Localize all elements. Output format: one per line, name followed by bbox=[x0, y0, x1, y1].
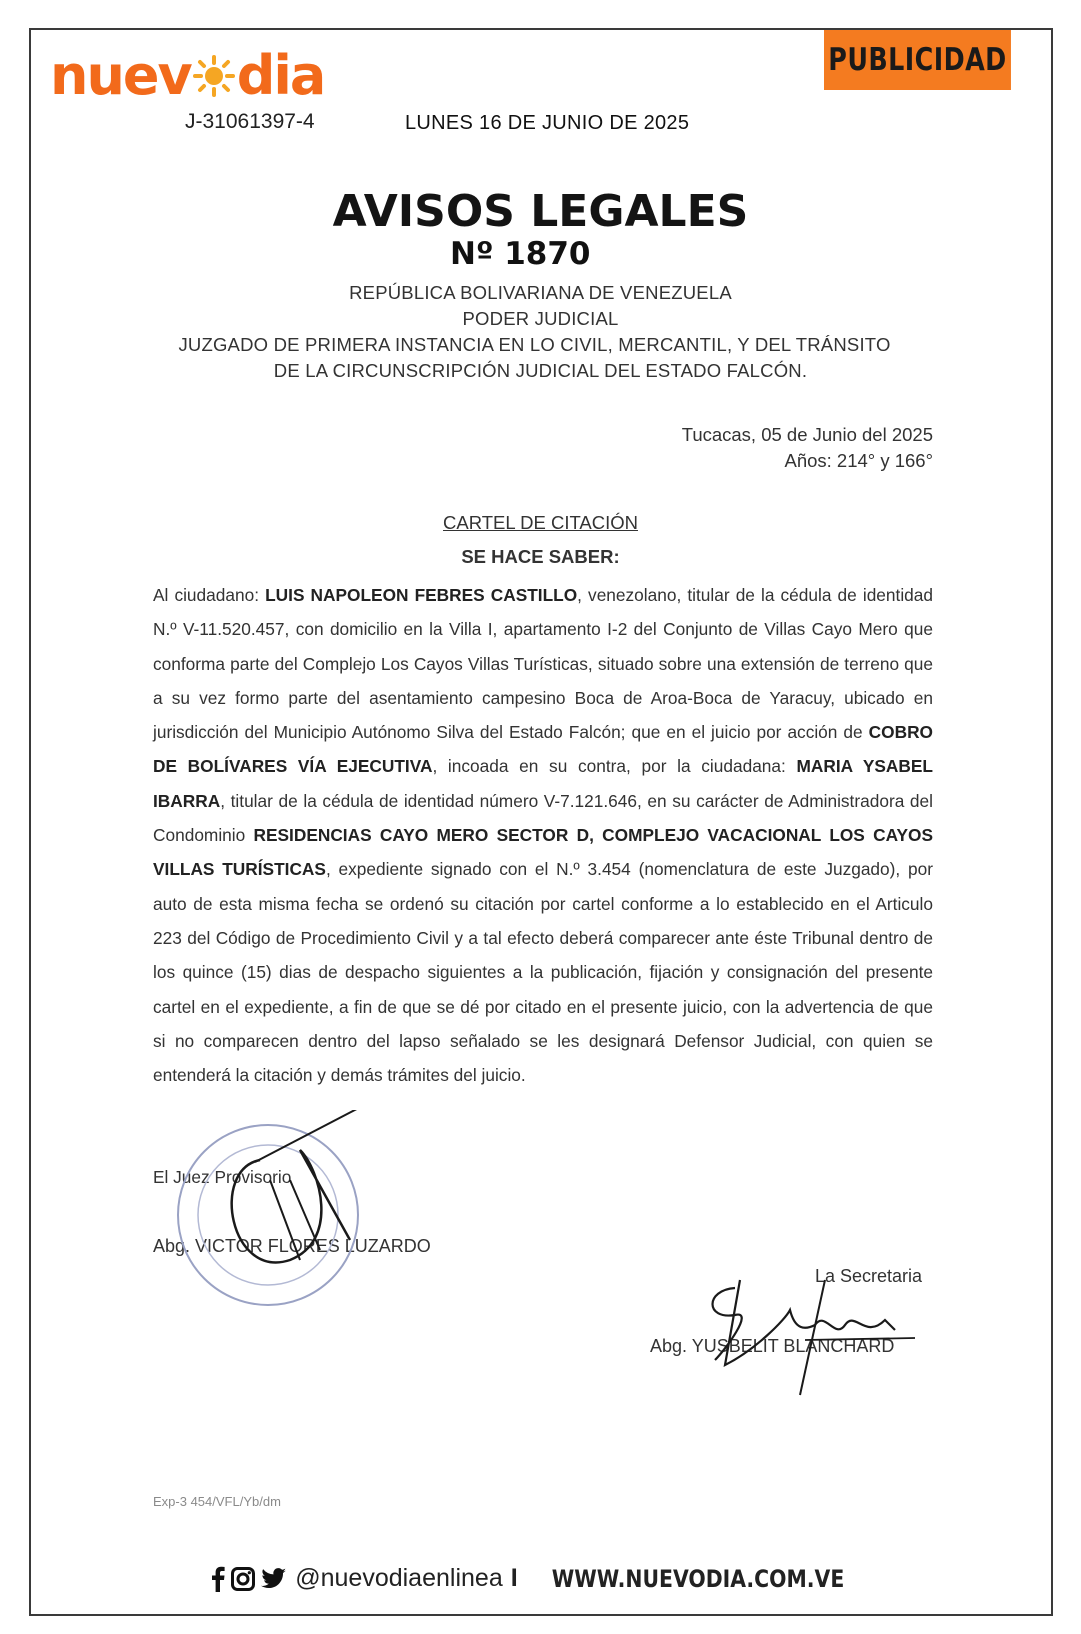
place-date: Tucacas, 05 de Junio del 2025 bbox=[681, 424, 933, 445]
logo-text-right: dia bbox=[236, 44, 325, 107]
nuevodia-logo bbox=[50, 46, 324, 106]
condominium-name: RESIDENCIAS CAYO MERO SECTOR D, COMPLEJO VACACIONAL LOS CAYOS VILLAS TURÍSTICAS bbox=[153, 825, 933, 880]
publication-date: LUNES 16 DE JUNIO DE 2025 bbox=[405, 112, 690, 134]
plaintiff-name: MARIA YSABEL IBARRA bbox=[153, 756, 933, 811]
rif-number: J-31061397-4 bbox=[185, 110, 315, 133]
header-line-3: JUZGADO DE PRIMERA INSTANCIA EN LO CIVIL, MERCANTIL, Y DEL TRÁNSITO bbox=[178, 334, 891, 355]
expediente-ref: Exp-3 454/VFL/Yb/dm bbox=[153, 1494, 281, 1509]
publicidad-badge: PUBLICIDAD bbox=[824, 30, 1011, 90]
twitter-icon[interactable] bbox=[261, 1568, 287, 1590]
social-icons bbox=[211, 1566, 287, 1592]
logo-text-left: nuev bbox=[50, 44, 191, 107]
footer-separator: I bbox=[510, 1564, 518, 1592]
header-line-2: PODER JUDICIAL bbox=[462, 308, 619, 329]
notice-body: Al ciudadano: LUIS NAPOLEON FEBRES CASTILLO, venezolano, titular de la cédula de identidad N.º V-11.520.457, con domicilio en la Villa I, apartamento I-2 del Conjunto de Villas Cayo Mero que conforma parte del Complejo Los Cayos Villas Turísticas, situado sobre una extensión de terreno que a su vez formo parte del asentamiento campesino Boca de Aroa-Boca de Yaracuy, ubicado en jurisdicción del Municipio Autónomo Silva del Estado Falcón; que en el juicio por acción de COBRO DE BOLÍVARES VÍA EJECUTIVA, incoada en su contra, por la ciudadana: MARIA YSABEL IBARRA, titular de la cédula de identidad número V-7.121.646, en su carácter de Administradora del Condominio RESIDENCIAS CAYO MERO SECTOR D, COMPLEJO VACACIONAL LOS CAYOS VILLAS TURÍSTICAS, expediente signado con el N.º 3.454 (nomenclatura de este Juzgado), por auto de esta misma fecha se ordenó su citación por cartel conforme a lo establecido en el Articulo 223 del Código de Procedimiento Civil y a tal efecto deberá comparecer ante éste Tribunal dentro de los quince (15) dias de despacho siguientes a la publicación, fijación y consignación del presente cartel en el expediente, a fin de que se dé por citado en el presente juicio, con la advertencia de que si no comparecen dentro del lapso señalado se les designará Defensor Judicial, con quien se entenderá la citación y demás trámites del juicio. bbox=[153, 585, 933, 1086]
years-line: Años: 214° y 166° bbox=[784, 450, 933, 471]
instagram-icon[interactable] bbox=[231, 1567, 255, 1591]
social-handle[interactable]: @nuevodiaenlinea bbox=[295, 1564, 503, 1592]
secretary-name: Abg. YUSBELIT BLANCHARD bbox=[650, 1336, 895, 1356]
header-line-1: REPÚBLICA BOLIVARIANA DE VENEZUELA bbox=[349, 282, 732, 303]
secretary-label: La Secretaria bbox=[815, 1266, 923, 1286]
footer bbox=[0, 1564, 1081, 1593]
notice-number: Nº 1870 bbox=[450, 236, 591, 272]
page-title: AVISOS LEGALES bbox=[332, 186, 749, 237]
citizen-name: LUIS NAPOLEON FEBRES CASTILLO bbox=[265, 585, 578, 605]
website-link[interactable]: WWW.NUEVODIA.COM.VE bbox=[551, 1564, 844, 1593]
judge-label: El Juez Provisorio bbox=[153, 1167, 292, 1187]
action-type: COBRO DE BOLÍVARES VÍA EJECUTIVA bbox=[153, 722, 933, 777]
hace-saber: SE HACE SABER: bbox=[461, 546, 620, 567]
cartel-title: CARTEL DE CITACIÓN bbox=[443, 512, 638, 533]
sun-icon bbox=[192, 54, 236, 98]
header-line-4: DE LA CIRCUNSCRIPCIÓN JUDICIAL DEL ESTADO FALCÓN. bbox=[273, 360, 808, 381]
facebook-icon[interactable] bbox=[211, 1566, 225, 1592]
judge-name: Abg. VICTOR FLORES LUZARDO bbox=[153, 1236, 431, 1256]
